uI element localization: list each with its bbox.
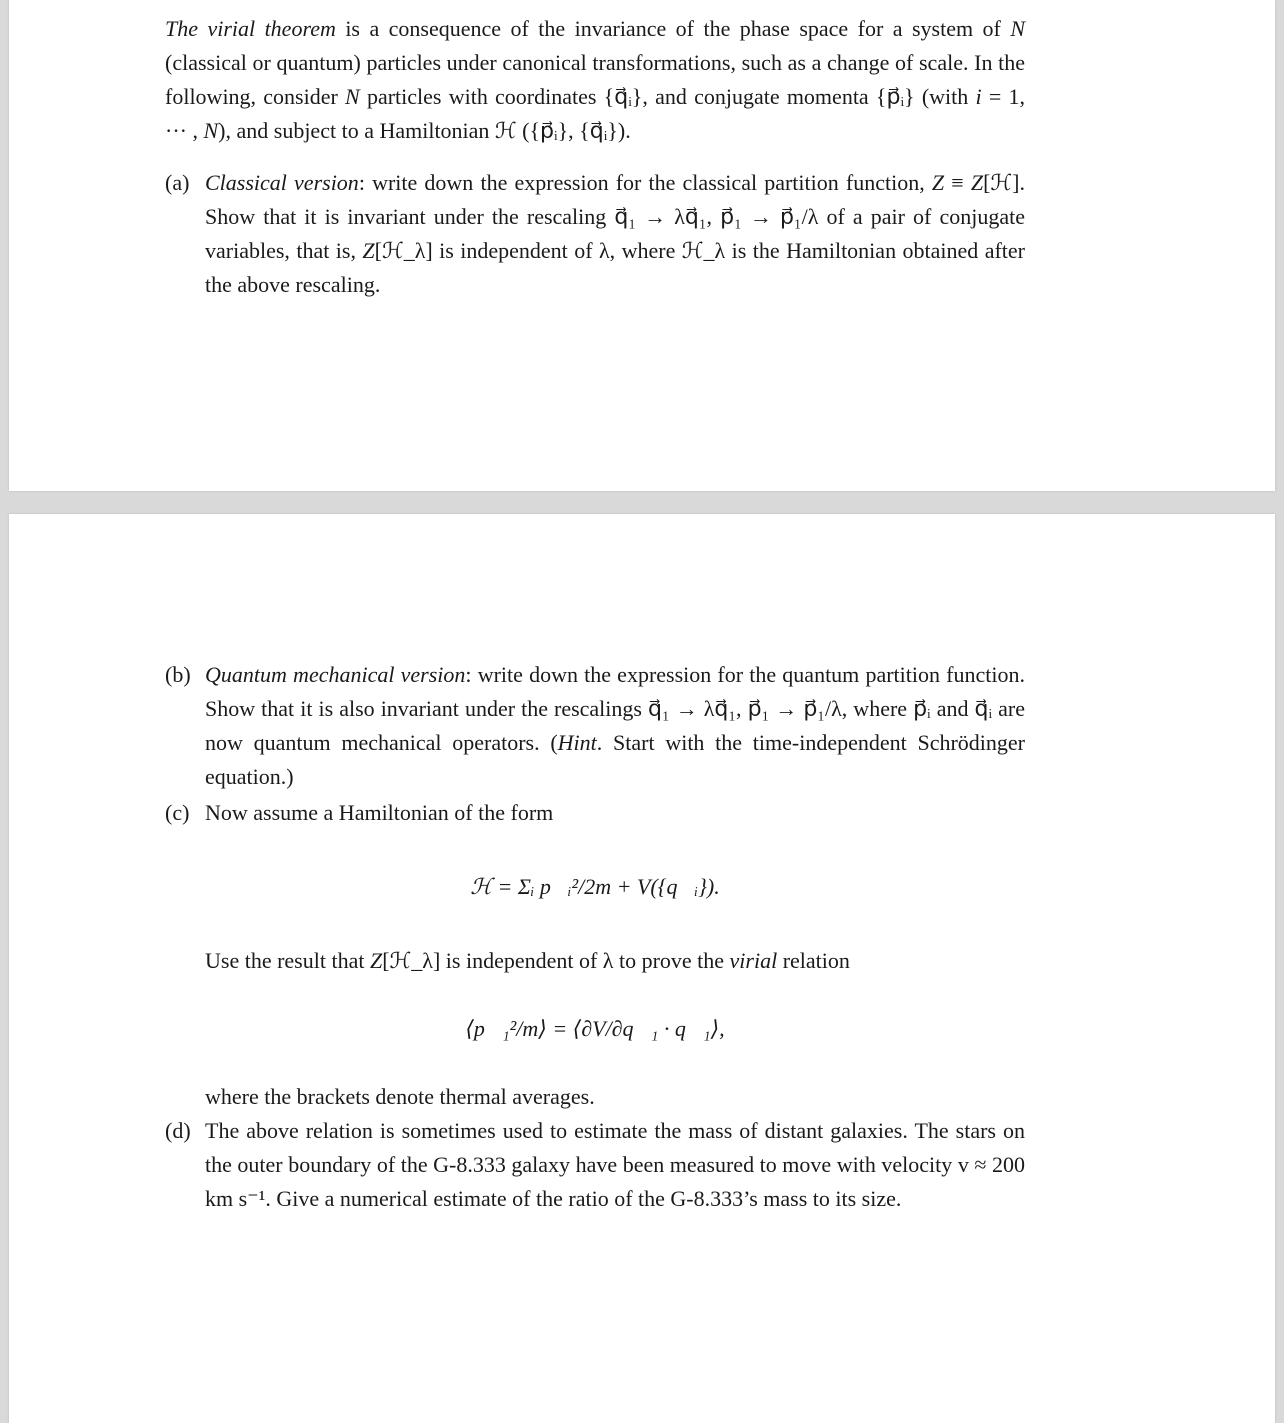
- italic-text: Z: [970, 170, 984, 195]
- hamiltonian-equation: ℋ = Σᵢ p⃗ᵢ²/2m + V({q⃗ᵢ}).: [470, 874, 720, 899]
- part-d-label: (d): [165, 1118, 191, 1143]
- italic-text: Hint: [557, 730, 597, 755]
- italic-text: N: [345, 84, 360, 109]
- text-run: = 1, ··· ,: [165, 84, 1025, 143]
- text-run: is a consequence of the invariance of the phase space for a system of: [335, 16, 1011, 41]
- text-run: particles with coordinates {q⃗ᵢ}, and conjugate momenta {p⃗ᵢ} (with: [359, 84, 976, 109]
- text-run: Use the result that: [205, 948, 370, 973]
- part-c-text: Now assume a Hamiltonian of the form: [205, 800, 554, 825]
- part-a-text: [205, 166, 1025, 302]
- virial-equation: ⟨p⃗₁²/m⟩ = ⟨∂V/∂q⃗₁ · q⃗₁⟩,: [465, 1016, 725, 1041]
- intro-paragraph: [165, 12, 1025, 148]
- text-run: : write down the expression for the quantum partition function. Show that it is also invariant under the rescalings q⃗₁ → λq⃗₁, p⃗₁ → p⃗₁/λ, where p⃗ᵢ and q⃗ᵢ are now quantum mechanical operators. (: [205, 662, 1025, 755]
- text-run: [ℋ_λ] is independent of λ to prove the: [382, 948, 730, 973]
- part-b: [165, 658, 1025, 794]
- part-c-text-2: [205, 944, 1025, 978]
- text-run: ≡: [944, 170, 971, 195]
- document-page-1: [9, 0, 1275, 491]
- part-b-text: [205, 658, 1025, 794]
- italic-text: N: [203, 118, 219, 143]
- italic-text: Z: [362, 238, 375, 263]
- italic-text: Z: [369, 948, 383, 973]
- italic-text: Classical version: [205, 170, 359, 195]
- text-run: (classical or quantum) particles under canonical transformations, such as a change of scale. In the following, consider: [165, 50, 1025, 109]
- part-d-text: The above relation is sometimes used to estimate the mass of distant galaxies. The stars on the outer boundary of the G-8.333 galaxy have been measured to move with velocity v ≈ 200 km s⁻¹. Give a numerical estimate of the ratio of the G-8.333’s mass to its size.: [205, 1118, 1025, 1211]
- document-page-2: [9, 514, 1275, 1423]
- italic-text: N: [1010, 16, 1026, 41]
- italic-text: virial: [729, 948, 778, 973]
- part-c-label: (c): [165, 800, 190, 825]
- text-run: . Start with the time-independent Schrödinger equation.): [205, 730, 1026, 789]
- italic-text: Quantum mechanical version: [205, 662, 466, 687]
- text-run: [ℋ]. Show that it is invariant under the rescaling q⃗₁ → λq⃗₁, p⃗₁ → p⃗₁/λ of a pair of conjugate variables, that is,: [205, 170, 1025, 263]
- text-run: ), and subject to a Hamiltonian ℋ ({p⃗ᵢ}, {q⃗ᵢ}).: [218, 118, 631, 143]
- part-c-text-3: where the brackets denote thermal averages.: [205, 1084, 595, 1109]
- text-run: [ℋ_λ] is independent of λ, where ℋ_λ is the Hamiltonian obtained after the above rescaling.: [205, 238, 1025, 297]
- italic-text: i: [975, 84, 982, 109]
- part-b-label: (b): [165, 662, 191, 687]
- text-run: : write down the expression for the classical partition function,: [358, 170, 932, 195]
- part-c: [165, 796, 1025, 1114]
- part-a: [165, 166, 1025, 302]
- part-d: [165, 1114, 1025, 1216]
- italic-text: The virial theorem: [165, 16, 336, 41]
- text-run: relation: [777, 948, 850, 973]
- italic-text: Z: [931, 170, 945, 195]
- part-a-label: (a): [165, 170, 190, 195]
